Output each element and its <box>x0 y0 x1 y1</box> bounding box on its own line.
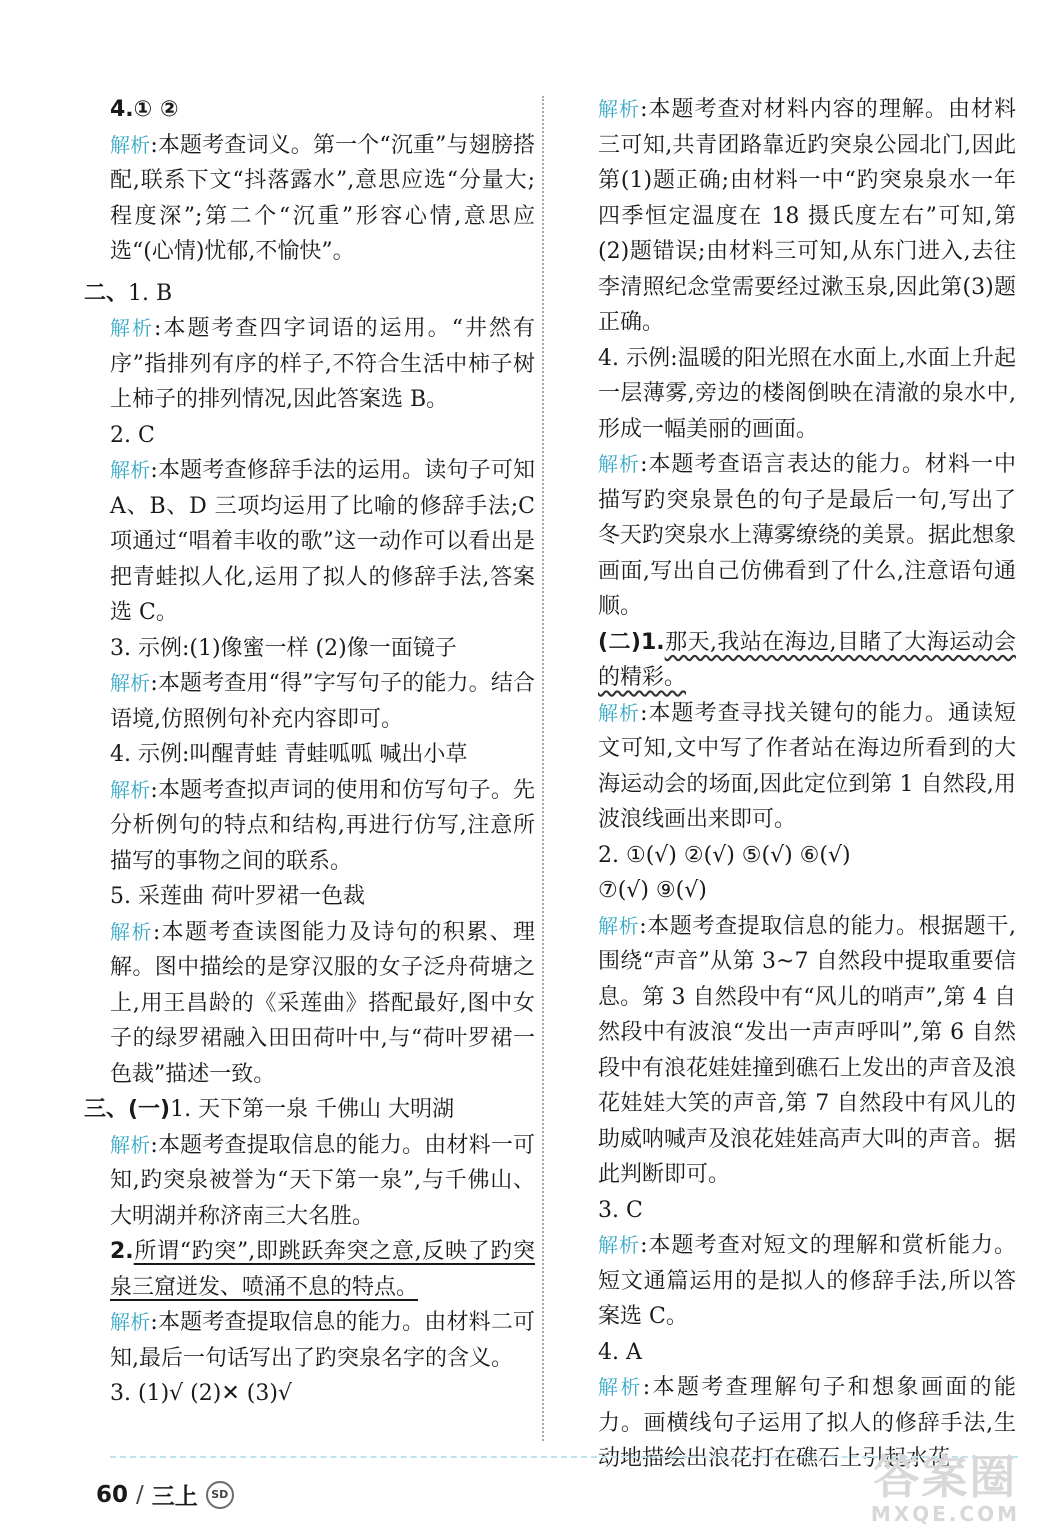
analysis-tag: 解析 <box>110 132 151 157</box>
explanation-s3-2-q3: 解析:本题考查对短文的理解和赏析能力。短文通篇运用的是拟人的修辞手法,所以答案选 C。 <box>598 1233 1017 1329</box>
analysis-tag: 解析 <box>598 913 640 938</box>
page-footer <box>96 1478 234 1511</box>
analysis-tag: 解析 <box>598 700 641 725</box>
watermark-logo: 答案圈 MXQE.COM <box>870 1450 1020 1526</box>
explanation-s2-q3: 解析:本题考查用“得”字写句子的能力。结合语境,仿照例句补充内容即可。 <box>110 671 535 732</box>
analysis-tag: 解析 <box>598 1375 643 1399</box>
wavy-underlined-answer: 那天,我站在海边,目睹了大海运动会的精彩。 <box>598 629 1016 690</box>
answer-s2-q2: 2. C <box>110 422 155 448</box>
analysis-tag: 解析 <box>598 452 641 476</box>
right-column <box>598 92 1016 1477</box>
explanation-s3-2-q1: 解析:本题考查寻找关键句的能力。通读短文可知,文中写了作者站在海边所看到的大海运动会的场面,因此定位到第 1 自然段,用波浪线画出来即可。 <box>598 700 1017 832</box>
analysis-tag: 解析 <box>110 671 151 695</box>
analysis-tag: 解析 <box>110 316 155 340</box>
underlined-answer: 所谓“趵突”,即跳跃奔突之意,反映了趵突泉三窟迸发、喷涌不息的特点。 <box>110 1239 535 1300</box>
answer-s3-q4: 4. 示例:温暖的阳光照在水面上,水面上升起一层薄雾,旁边的楼阁倒映在清澈的泉水中,形成一幅美丽的画面。 <box>598 345 1016 442</box>
answer-s3-2-q2b: ⑦(√) ⑨(√) <box>598 878 707 903</box>
explanation-s3-2-q2: 解析:本题考查提取信息的能力。根据题干,围绕“声音”从第 3~7 自然段中提取重要信息。第 3 自然段中有“风儿的哨声”,第 4 自然段中有波浪“发出一声声呼叫”,第 6 自然段中有浪花娃娃撞到礁石上发出的声音及浪花娃娃大笑的声音,第 7 自然段中有风儿的助威呐喊声及浪花娃娃高声大叫的声音。据此判断即可。 <box>598 913 1017 1187</box>
footer-separator: / <box>136 1481 144 1508</box>
answer-s3-2-q2a: 2. ①(√) ②(√) ⑤(√) ⑥(√) <box>598 842 851 868</box>
answer-4-choices: 4.① ② <box>110 97 179 122</box>
explanation-s3-q1: 解析:本题考查提取信息的能力。由材料一可知,趵突泉被誉为“天下第一泉”,与千佛山、大明湖并称济南三大名胜。 <box>110 1132 536 1229</box>
answer-s3-q3: 3. (1)√ (2)✕ (3)√ <box>110 1381 292 1406</box>
edition-badge-icon: SD <box>206 1481 234 1509</box>
section-3-2-q1: (二)1.那天,我站在海边,目睹了大海运动会的精彩。 <box>598 629 1016 690</box>
explanation-s2-q2: 解析:本题考查修辞手法的运用。读句子可知 A、B、D 三项均运用了比喻的修辞手法;C 项通过“唱着丰收的歌”这一动作可以看出是把青蛙拟人化,运用了拟人的修辞手法,答案选 C。 <box>110 458 536 625</box>
answer-s3-2-q4: 4. A <box>598 1339 642 1365</box>
analysis-tag: 解析 <box>598 97 641 121</box>
answer-s2-q3: 3. 示例:(1)像蜜一样 (2)像一面镜子 <box>110 635 457 661</box>
answer-s2-q4: 4. 示例:叫醒青蛙 青蛙呱呱 喊出小草 <box>110 742 468 767</box>
answer-s3-q2: 2.所谓“趵突”,即跳跃奔突之意,反映了趵突泉三窟迸发、喷涌不息的特点。 <box>110 1239 535 1300</box>
analysis-tag: 解析 <box>110 919 153 944</box>
answer-s2-q5: 5. 采莲曲 荷叶罗裙一色裁 <box>110 884 365 909</box>
analysis-tag: 解析 <box>110 1310 151 1334</box>
analysis-tag: 解析 <box>110 1132 151 1157</box>
section-2-q1: 二、1. B <box>84 280 173 306</box>
analysis-tag: 解析 <box>110 777 151 802</box>
explanation-s2-q1: 解析:本题考查四字词语的运用。“井然有序”指排列有序的样子,不符合生活中柿子树上柿子的排列情况,因此答案选 B。 <box>110 316 535 412</box>
explanation-s2-q4: 解析:本题考查拟声词的使用和仿写句子。先分析例句的特点和结构,再进行仿写,注意所描写的事物之间的联系。 <box>110 777 536 874</box>
explanation-s3-q2: 解析:本题考查提取信息的能力。由材料二可知,最后一句话写出了趵突泉名字的含义。 <box>110 1310 536 1371</box>
section-3-q1: 三、(一)1. 天下第一泉 千佛山 大明湖 <box>84 1097 455 1122</box>
grade-label: 三上 <box>151 1484 198 1510</box>
left-column <box>84 92 536 1412</box>
explanation-s3-q4: 解析:本题考查语言表达的能力。材料一中描写趵突泉景色的句子是最后一句,写出了冬天趵突泉水上薄雾缭绕的美景。据此想象画面,写出自己仿佛看到了什么,注意语句通顺。 <box>598 452 1017 619</box>
explanation-4: 解析:本题考查词义。第一个“沉重”与翅膀搭配,联系下文“抖落露水”,意思应选“分量大;程度深”;第二个“沉重”形容心情,意思应选“(心情)忧郁,不愉快”。 <box>110 132 535 264</box>
explanation-s2-q5: 解析:本题考查读图能力及诗句的积累、理解。图中描绘的是穿汉服的女子泛舟荷塘之上,用王昌龄的《采莲曲》搭配最好,图中女子的绿罗裙融入田田荷叶中,与“荷叶罗裙一色裁”描述一致。 <box>110 919 535 1087</box>
analysis-tag: 解析 <box>598 1233 641 1257</box>
analysis-tag: 解析 <box>110 458 151 482</box>
page-number: 60 <box>96 1481 129 1508</box>
answer-s3-2-q3: 3. C <box>598 1197 643 1223</box>
explanation-s3-2-q4: 解析:本题考查理解句子和想象画面的能力。画横线句子运用了拟人的修辞手法,生动地描绘出浪花打在礁石上引起水花 <box>598 1375 1016 1471</box>
column-divider <box>542 96 544 1441</box>
explanation-s3-q3: 解析:本题考查对材料内容的理解。由材料三可知,共青团路靠近趵突泉公园北门,因此第(1)题正确;由材料一中“趵突泉泉水一年四季恒定温度在 18 摄氏度左右”可知,第(2)题错误;由材料三可知,从东门进入,去往李清照纪念堂需要经过漱玉泉,因此第(3)题正确。 <box>598 97 1017 335</box>
